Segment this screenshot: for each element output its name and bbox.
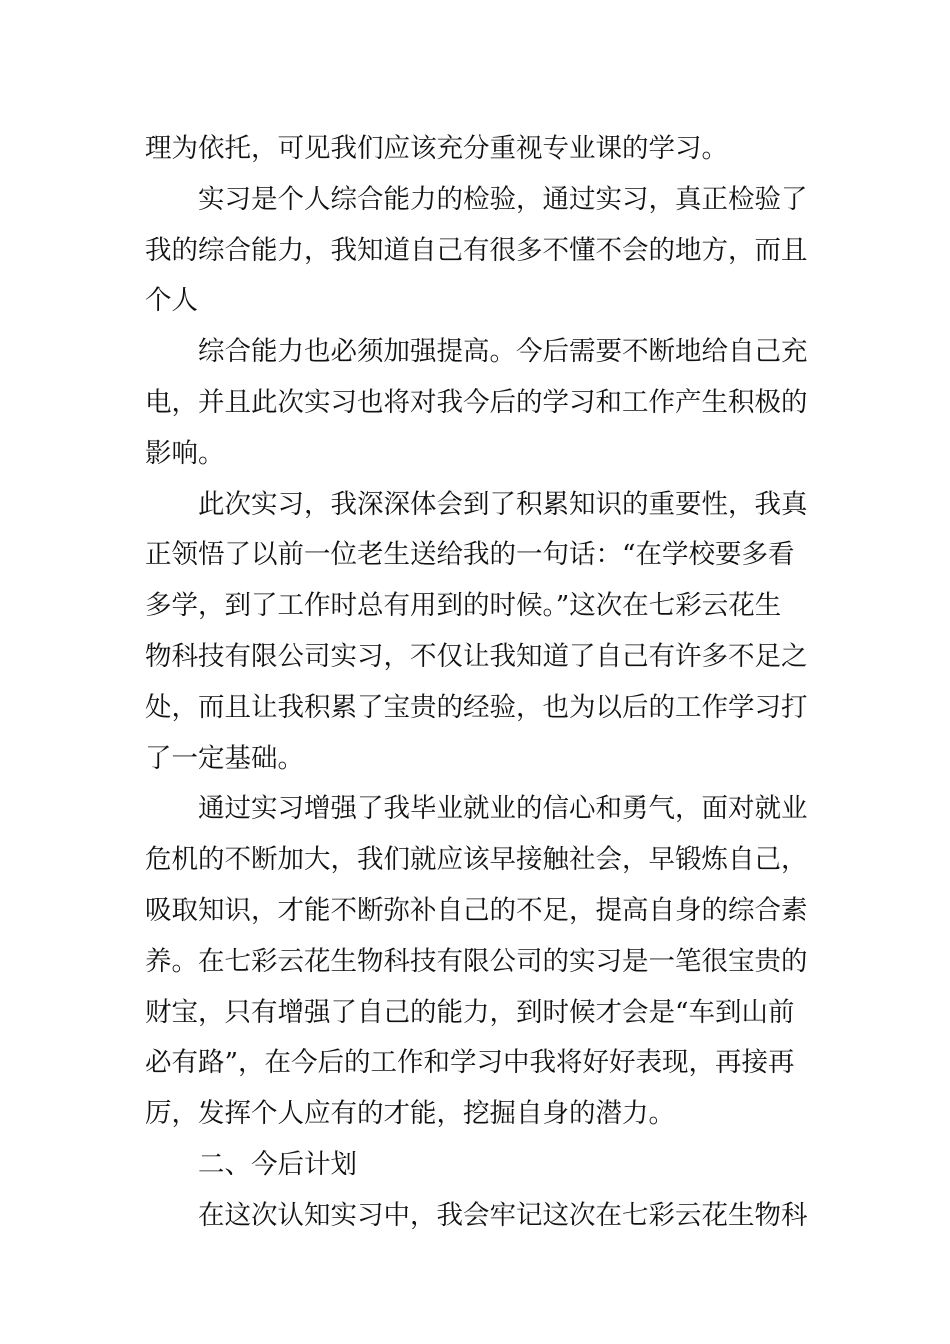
text-line: 理为依托，可见我们应该充分重视专业课的学习。 <box>145 133 728 164</box>
text-line: 必有路”，在今后的工作和学习中我将好好表现，再接再 <box>145 1047 795 1079</box>
text-line: 个人 <box>145 285 198 317</box>
document-body <box>145 124 813 1242</box>
paragraph-start-line: 在这次认知实习中，我会牢记这次在七彩云花生物科 <box>198 1199 808 1231</box>
paragraph-start-line: 此次实习，我深深体会到了积累知识的重要性，我真 <box>198 488 808 520</box>
text-line: 多学，到了工作时总有用到的时候。”这次在七彩云花生 <box>145 590 782 622</box>
section-heading: 二、今后计划 <box>198 1148 357 1180</box>
text-line: 财宝，只有增强了自己的能力，到时候才会是“车到山前 <box>145 996 795 1028</box>
paragraph-start-line: 通过实习增强了我毕业就业的信心和勇气，面对就业 <box>198 793 808 825</box>
text-line: 厉，发挥个人应有的才能，挖掘自身的潜力。 <box>145 1098 675 1130</box>
text-line: 我的综合能力，我知道自己有很多不懂不会的地方，而且 <box>145 234 808 266</box>
text-line: 影响。 <box>145 437 225 469</box>
paragraph-start-line: 综合能力也必须加强提高。今后需要不断地给自己充 <box>198 336 808 368</box>
text-line: 正领悟了以前一位老生送给我的一句话：“在学校要多看 <box>145 539 795 571</box>
paragraph-start-line: 实习是个人综合能力的检验，通过实习，真正检验了 <box>198 183 808 215</box>
text-line: 电，并且此次实习也将对我今后的学习和工作产生积极的 <box>145 386 808 418</box>
text-line: 危机的不断加大，我们就应该早接触社会，早锻炼自己， <box>145 844 808 876</box>
text-line: 处，而且让我积累了宝贵的经验，也为以后的工作学习打 <box>145 691 808 723</box>
text-line: 物科技有限公司实习，不仅让我知道了自己有许多不足之 <box>145 640 808 672</box>
text-line: 了一定基础。 <box>145 742 304 774</box>
text-line: 吸取知识，才能不断弥补自己的不足，提高自身的综合素 <box>145 894 808 926</box>
text-line: 养。在七彩云花生物科技有限公司的实习是一笔很宝贵的 <box>145 945 808 977</box>
